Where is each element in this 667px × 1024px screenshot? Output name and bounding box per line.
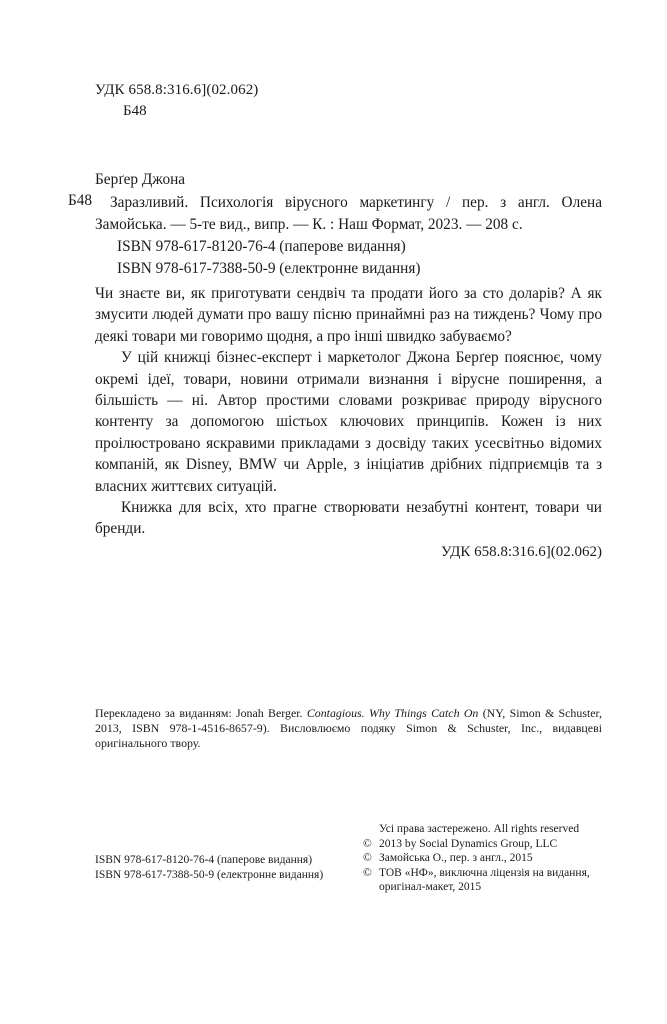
rights-reserved-line: Усі права застережено. All rights reserved bbox=[379, 823, 580, 835]
copyright-text: оригінал-макет, 2015 bbox=[379, 881, 482, 894]
copyright-text: 2013 by Social Dynamics Group, LLC bbox=[379, 837, 558, 850]
copyright-line bbox=[363, 837, 613, 852]
copyright-line bbox=[363, 866, 613, 881]
catalog-record bbox=[68, 192, 602, 279]
udk-code-top: УДК 658.8:316.6](02.062) bbox=[95, 82, 259, 98]
udk-code-bottom: УДК 658.8:316.6](02.062) bbox=[441, 544, 602, 560]
annotation-paragraph-2: У цій книжці бізнес-експерт і маркетолог Джона Берґер пояснює, чому окремі ідеї, товари, новини отримали визнання і вірусне поширення, а більшість — ні. Автор простими словами розкриває природу вірусного контенту за допомогою шістьох ключових принципів. Кожен із них проілюстровано яскравими прикладами з досвіду таких усесвітньо відомих компаній, як Disney, BMW чи Apple, з ініціатив дрібних підприємців та з власних життєвих ситуацій. bbox=[95, 349, 602, 495]
isbn-footer-block bbox=[95, 853, 323, 882]
annotation-paragraph-3: Книжка для всіх, хто прагне створювати незабутні контент, товари чи бренди. bbox=[95, 499, 602, 538]
translation-source-note bbox=[95, 706, 602, 750]
isbn-footer-paper: ISBN 978-617-8120-76-4 (паперове видання) bbox=[95, 854, 313, 866]
copyright-text: ТОВ «НФ», виключна ліцензія на видання, bbox=[379, 866, 590, 879]
original-book-title: Contagious. Why Things Catch On bbox=[306, 706, 479, 720]
copyright-line bbox=[363, 851, 613, 866]
copyright-symbol: © bbox=[363, 837, 372, 850]
catalog-code: Б48 bbox=[68, 192, 93, 209]
catalog-isbn-block bbox=[95, 236, 602, 279]
isbn-paper: ISBN 978-617-8120-76-4 (паперове видання) bbox=[117, 238, 406, 255]
bbk-author-sign-top: Б48 bbox=[123, 103, 147, 119]
copyright-line-continuation bbox=[363, 880, 613, 895]
copyright-text: Замойська О., пер. з англ., 2015 bbox=[379, 852, 533, 865]
isbn-electronic: ISBN 978-617-7388-50-9 (електронне видання) bbox=[117, 259, 421, 277]
copyright-symbol: © bbox=[363, 866, 372, 879]
copyright-symbol-empty bbox=[363, 880, 379, 895]
annotation-block bbox=[95, 283, 602, 540]
copyright-symbol: © bbox=[363, 852, 372, 865]
translation-note-suffix: (NY, Simon & Schuster, 2013, ISBN 978-1-4516-8657-9). Висловлюємо подяку Simon & Schuster, Inc., видавцеві оригінального твору. bbox=[95, 706, 602, 750]
author-name: Берґер Джона bbox=[95, 171, 186, 188]
translation-note-prefix: Перекладено за виданням: Jonah Berger. bbox=[95, 706, 307, 720]
isbn-footer-electronic: ISBN 978-617-7388-50-9 (електронне видання) bbox=[95, 868, 324, 881]
annotation-paragraph-1: Чи знаєте ви, як приготувати сендвіч та продати його за сто доларів? А як змусити людей думати про вашу пісню принаймні раз на тиждень? Чому про деякі товари ми говоримо щодня, а про інші швидко забуваємо? bbox=[95, 285, 602, 345]
copyright-block bbox=[363, 822, 613, 895]
bibliographic-description: Заразливий. Психологія вірусного маркетингу / пер. з англ. Олена Замойська. — 5-те вид., випр. — К. : Наш Формат, 2023. — 208 с. bbox=[95, 194, 602, 233]
